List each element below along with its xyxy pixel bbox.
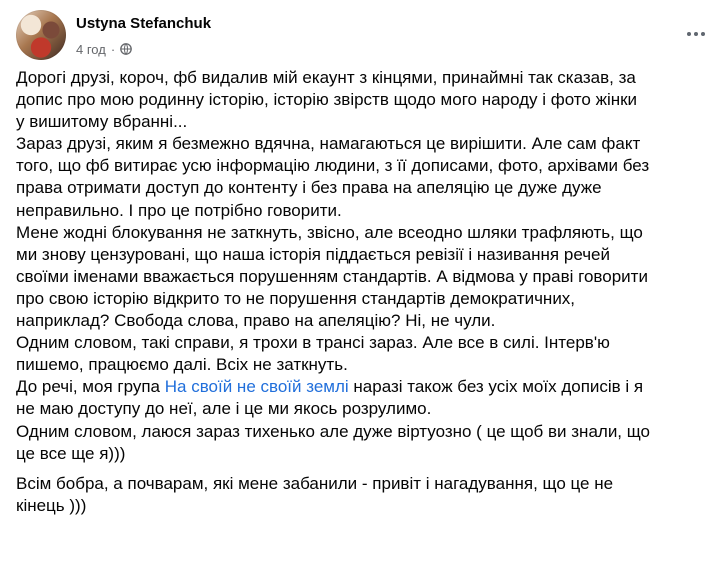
- post-line: Зараз друзі, яким я безмежно вдячна, намагаються це вирішити. Але сам факт: [16, 134, 641, 154]
- post-line: кінець ))): [16, 495, 87, 515]
- post-line: Дорогі друзі, короч, фб видалив мій екаунт з кінцями, принаймні так сказав, за: [16, 68, 636, 87]
- more-dot: [694, 32, 698, 36]
- more-horizontal-icon: [687, 32, 691, 36]
- post-line: наприклад? Свобода слова, право на апеляцію? Ні, не чули.: [16, 311, 496, 331]
- post-line: у вишитому вбранні...: [16, 112, 188, 132]
- meta-separator: ·: [110, 41, 116, 57]
- post-timestamp[interactable]: 4 год: [76, 41, 106, 57]
- group-link[interactable]: На своїй не своїй землі: [164, 377, 349, 397]
- post-meta: [76, 40, 132, 58]
- more-options-button[interactable]: [684, 22, 708, 46]
- post-line: своїми іменами вважається порушенням стандартів. А відмова у праві говорити: [16, 266, 648, 286]
- more-dot: [701, 32, 705, 36]
- author-name[interactable]: Ustyna Stefanchuk: [76, 15, 212, 32]
- globe-icon[interactable]: [120, 43, 132, 55]
- post-line: про свою історію відкрито то не порушення стандартів демократичних,: [16, 288, 576, 308]
- post-line-with-link: [16, 376, 710, 398]
- post-line: того, що фб витирає усю інформацію людини, з її дописами, фото, архівами без: [16, 156, 650, 176]
- post-line: це все ще я))): [16, 443, 126, 463]
- post-line: неправильно. І про це потрібно говорити.: [16, 200, 342, 220]
- avatar[interactable]: [16, 10, 66, 60]
- post-header: [16, 10, 710, 60]
- post-line: Одним словом, лаюся зараз тихенько але дуже віртуозно ( це щоб ви знали, що: [16, 421, 651, 441]
- post-line: права отримати доступ до контенту і без права на апеляцію це дуже дуже: [16, 178, 602, 198]
- post-text: наразі також без усіх моїх дописів і я: [348, 377, 644, 397]
- post-line: Мене жодні блокування не заткнуть, звісно, але всеодно шляки трафляють, що: [16, 222, 643, 242]
- post-line: допис про мою родинну історію, історію звірств щодо мого народу і фото жінки: [16, 90, 638, 110]
- post-line: Одним словом, такі справи, я трохи в трансі зараз. Але все в силі. Інтерв'ю: [16, 333, 610, 353]
- post-line: не маю доступу до неї, але і це ми якось розрулимо.: [16, 399, 432, 419]
- post-line: пишемо, працюємо далі. Всіх не заткнуть.: [16, 355, 348, 375]
- post-line: ми знову цензуровані, що наша історія піддається ревізії і називання речей: [16, 244, 611, 264]
- post-line: Всім бобра, а почварам, які мене забанили - привіт і нагадування, що це не: [16, 473, 614, 493]
- post-text: До речі, моя група: [16, 377, 165, 397]
- post-body: [16, 67, 710, 517]
